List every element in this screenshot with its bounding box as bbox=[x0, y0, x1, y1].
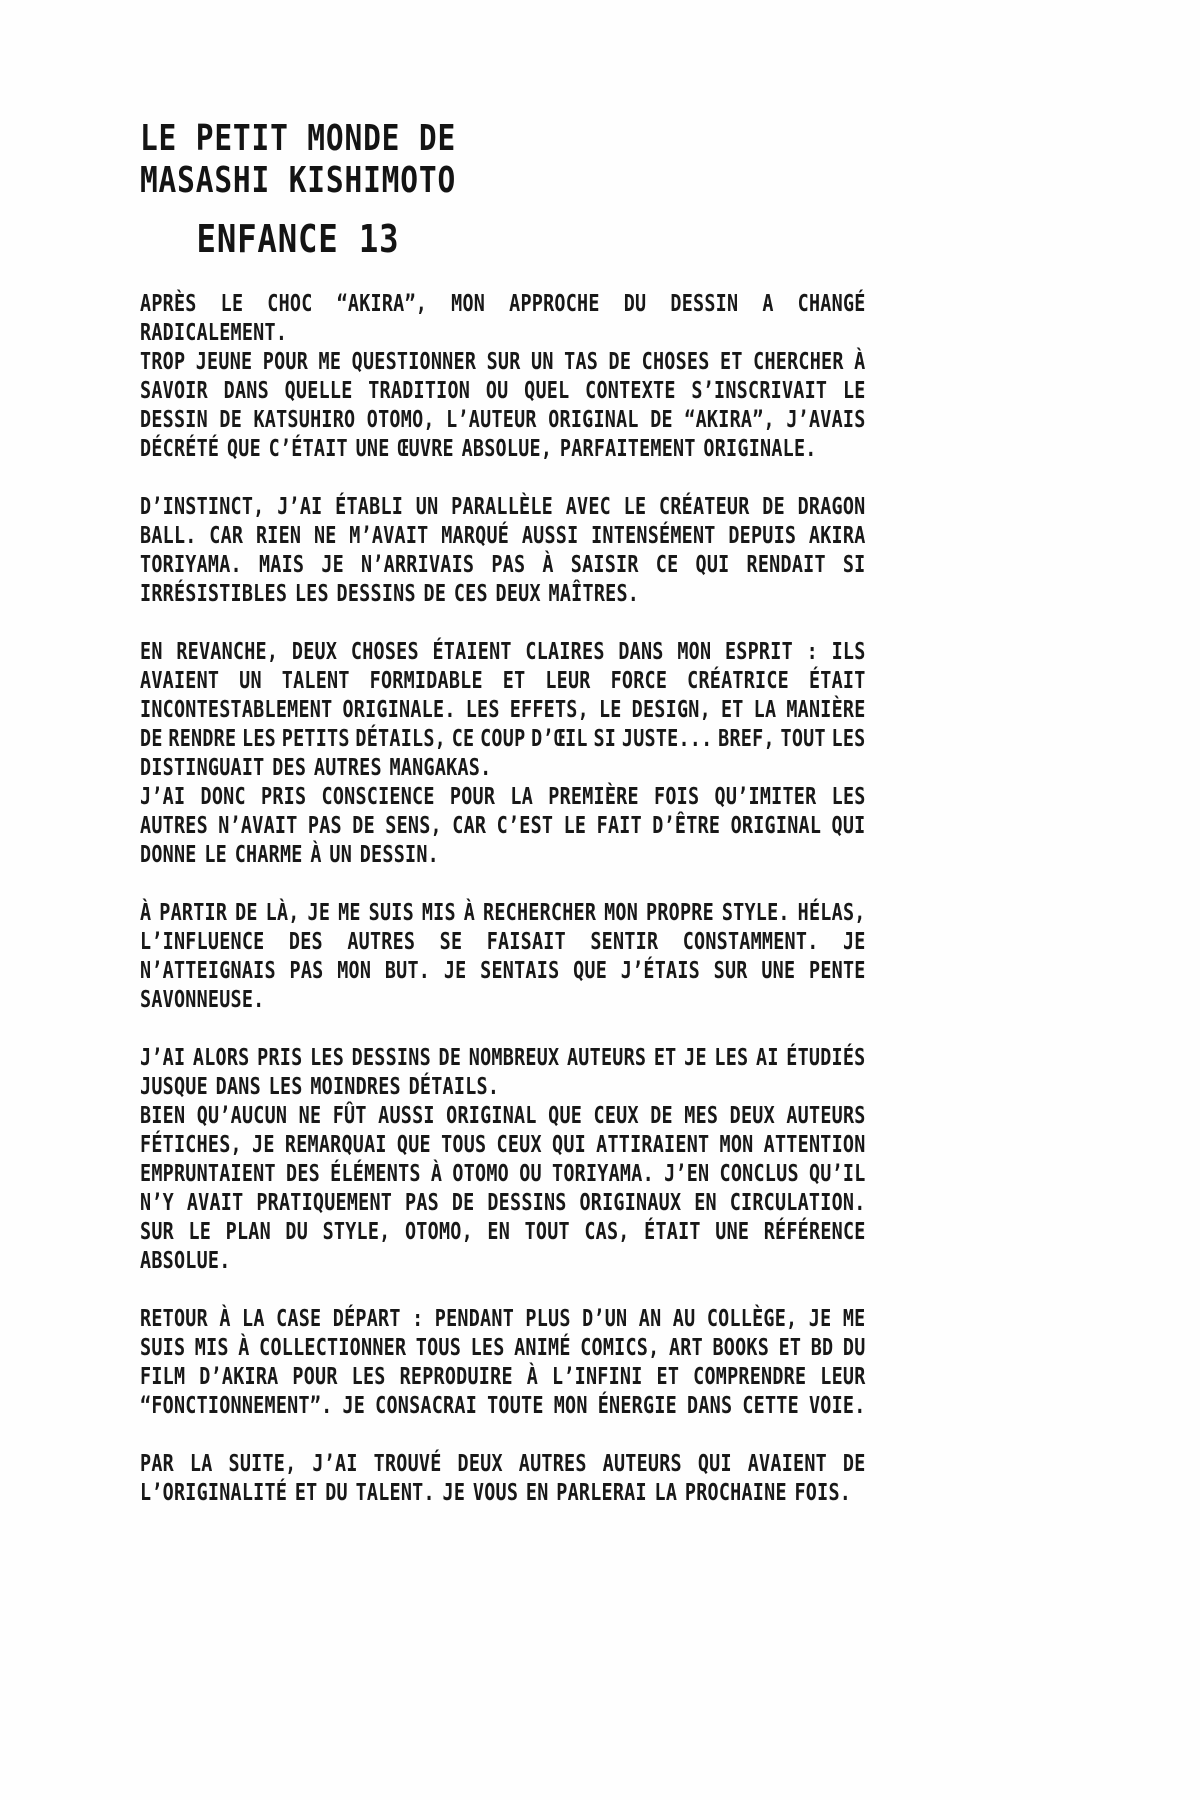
text-line: J’AI ALORS PRIS LES DESSINS DE NOMBREUX AUTEURS ET JE LES AI ÉTUDIÉS bbox=[140, 1045, 866, 1071]
text-line: EMPRUNTAIENT DES ÉLÉMENTS À OTOMO OU TORIYAMA. J’EN CONCLUS QU’IL bbox=[140, 1161, 866, 1187]
text-line: DESSIN DE KATSUHIRO OTOMO, L’AUTEUR ORIGINAL DE “AKIRA”, J’AVAIS bbox=[140, 407, 866, 433]
text-line: J’AI DONC PRIS CONSCIENCE POUR LA PREMIÈRE FOIS QU’IMITER LES bbox=[140, 784, 866, 810]
paragraph bbox=[140, 899, 1047, 1015]
article-body bbox=[140, 290, 1047, 1537]
text-line: L’ORIGINALITÉ ET DU TALENT. JE VOUS EN PARLERAI LA PROCHAINE FOIS. bbox=[140, 1480, 852, 1506]
text-line: SAVOIR DANS QUELLE TRADITION OU QUEL CONTEXTE S’INSCRIVAIT LE bbox=[140, 378, 866, 404]
chapter-subtitle: ENFANCE 13 bbox=[196, 217, 400, 261]
paragraph bbox=[140, 1450, 1047, 1508]
text-line: RADICALEMENT. bbox=[140, 320, 288, 346]
text-line: “FONCTIONNEMENT”. JE CONSACRAI TOUTE MON ÉNERGIE DANS CETTE VOIE. bbox=[140, 1393, 866, 1419]
text-line: DE RENDRE LES PETITS DÉTAILS, CE COUP D’ŒIL SI JUSTE... BREF, TOUT LES bbox=[140, 726, 866, 752]
text-line: TORIYAMA. MAIS JE N’ARRIVAIS PAS À SAISIR CE QUI RENDAIT SI bbox=[140, 552, 866, 578]
text-line: DÉCRÉTÉ QUE C’ÉTAIT UNE ŒUVRE ABSOLUE, PARFAITEMENT ORIGINALE. bbox=[140, 436, 817, 462]
paragraph bbox=[140, 290, 1047, 464]
text-line: TROP JEUNE POUR ME QUESTIONNER SUR UN TAS DE CHOSES ET CHERCHER À bbox=[140, 349, 866, 375]
text-line: SUIS MIS À COLLECTIONNER TOUS LES ANIMÉ COMICS, ART BOOKS ET BD DU bbox=[140, 1335, 866, 1361]
text-line: RETOUR À LA CASE DÉPART : PENDANT PLUS D’UN AN AU COLLÈGE, JE ME bbox=[140, 1306, 866, 1332]
column-title-block bbox=[98, 118, 498, 260]
text-line: EN REVANCHE, DEUX CHOSES ÉTAIENT CLAIRES DANS MON ESPRIT : ILS bbox=[140, 639, 866, 665]
text-line: D’INSTINCT, J’AI ÉTABLI UN PARALLÈLE AVEC LE CRÉATEUR DE DRAGON bbox=[140, 494, 866, 520]
paragraph bbox=[140, 1305, 1047, 1421]
text-line: BALL. CAR RIEN NE M’AVAIT MARQUÉ AUSSI INTENSÉMENT DEPUIS AKIRA bbox=[140, 523, 866, 549]
title-line-2: MASASHI KISHIMOTO bbox=[139, 160, 457, 201]
text-line: APRÈS LE CHOC “AKIRA”, MON APPROCHE DU DESSIN A CHANGÉ bbox=[140, 291, 866, 317]
text-line: FILM D’AKIRA POUR LES REPRODUIRE À L’INFINI ET COMPRENDRE LEUR bbox=[140, 1364, 866, 1390]
paragraph bbox=[140, 1044, 1047, 1276]
text-line: AVAIENT UN TALENT FORMIDABLE ET LEUR FORCE CRÉATRICE ÉTAIT bbox=[140, 668, 866, 694]
text-line: DISTINGUAIT DES AUTRES MANGAKAS. bbox=[140, 755, 492, 781]
paragraph bbox=[140, 638, 1047, 870]
title-line-1: LE PETIT MONDE DE bbox=[139, 118, 457, 159]
text-line: PAR LA SUITE, J’AI TROUVÉ DEUX AUTRES AUTEURS QUI AVAIENT DE bbox=[140, 1451, 866, 1477]
text-line: DONNE LE CHARME À UN DESSIN. bbox=[140, 842, 439, 868]
text-line: N’Y AVAIT PRATIQUEMENT PAS DE DESSINS ORIGINAUX EN CIRCULATION. bbox=[140, 1190, 866, 1216]
text-line: JUSQUE DANS LES MOINDRES DÉTAILS. bbox=[140, 1074, 500, 1100]
text-line: INCONTESTABLEMENT ORIGINALE. LES EFFETS, LE DESIGN, ET LA MANIÈRE bbox=[140, 697, 866, 723]
paragraph bbox=[140, 493, 1047, 609]
text-line: FÉTICHES, JE REMARQUAI QUE TOUS CEUX QUI ATTIRAIENT MON ATTENTION bbox=[140, 1132, 866, 1158]
text-line: ABSOLUE. bbox=[140, 1248, 231, 1274]
text-line: SAVONNEUSE. bbox=[140, 987, 265, 1013]
text-line: BIEN QU’AUCUN NE FÛT AUSSI ORIGINAL QUE CEUX DE MES DEUX AUTEURS bbox=[140, 1103, 866, 1129]
text-line: N’ATTEIGNAIS PAS MON BUT. JE SENTAIS QUE J’ÉTAIS SUR UNE PENTE bbox=[140, 958, 866, 984]
text-line: L’INFLUENCE DES AUTRES SE FAISAIT SENTIR CONSTAMMENT. JE bbox=[140, 929, 866, 955]
text-line: AUTRES N’AVAIT PAS DE SENS, CAR C’EST LE FAIT D’ÊTRE ORIGINAL QUI bbox=[140, 813, 866, 839]
text-line: IRRÉSISTIBLES LES DESSINS DE CES DEUX MAÎTRES. bbox=[140, 581, 640, 607]
text-line: À PARTIR DE LÀ, JE ME SUIS MIS À RECHERCHER MON PROPRE STYLE. HÉLAS, bbox=[140, 900, 866, 926]
text-line: SUR LE PLAN DU STYLE, OTOMO, EN TOUT CAS, ÉTAIT UNE RÉFÉRENCE bbox=[140, 1219, 866, 1245]
